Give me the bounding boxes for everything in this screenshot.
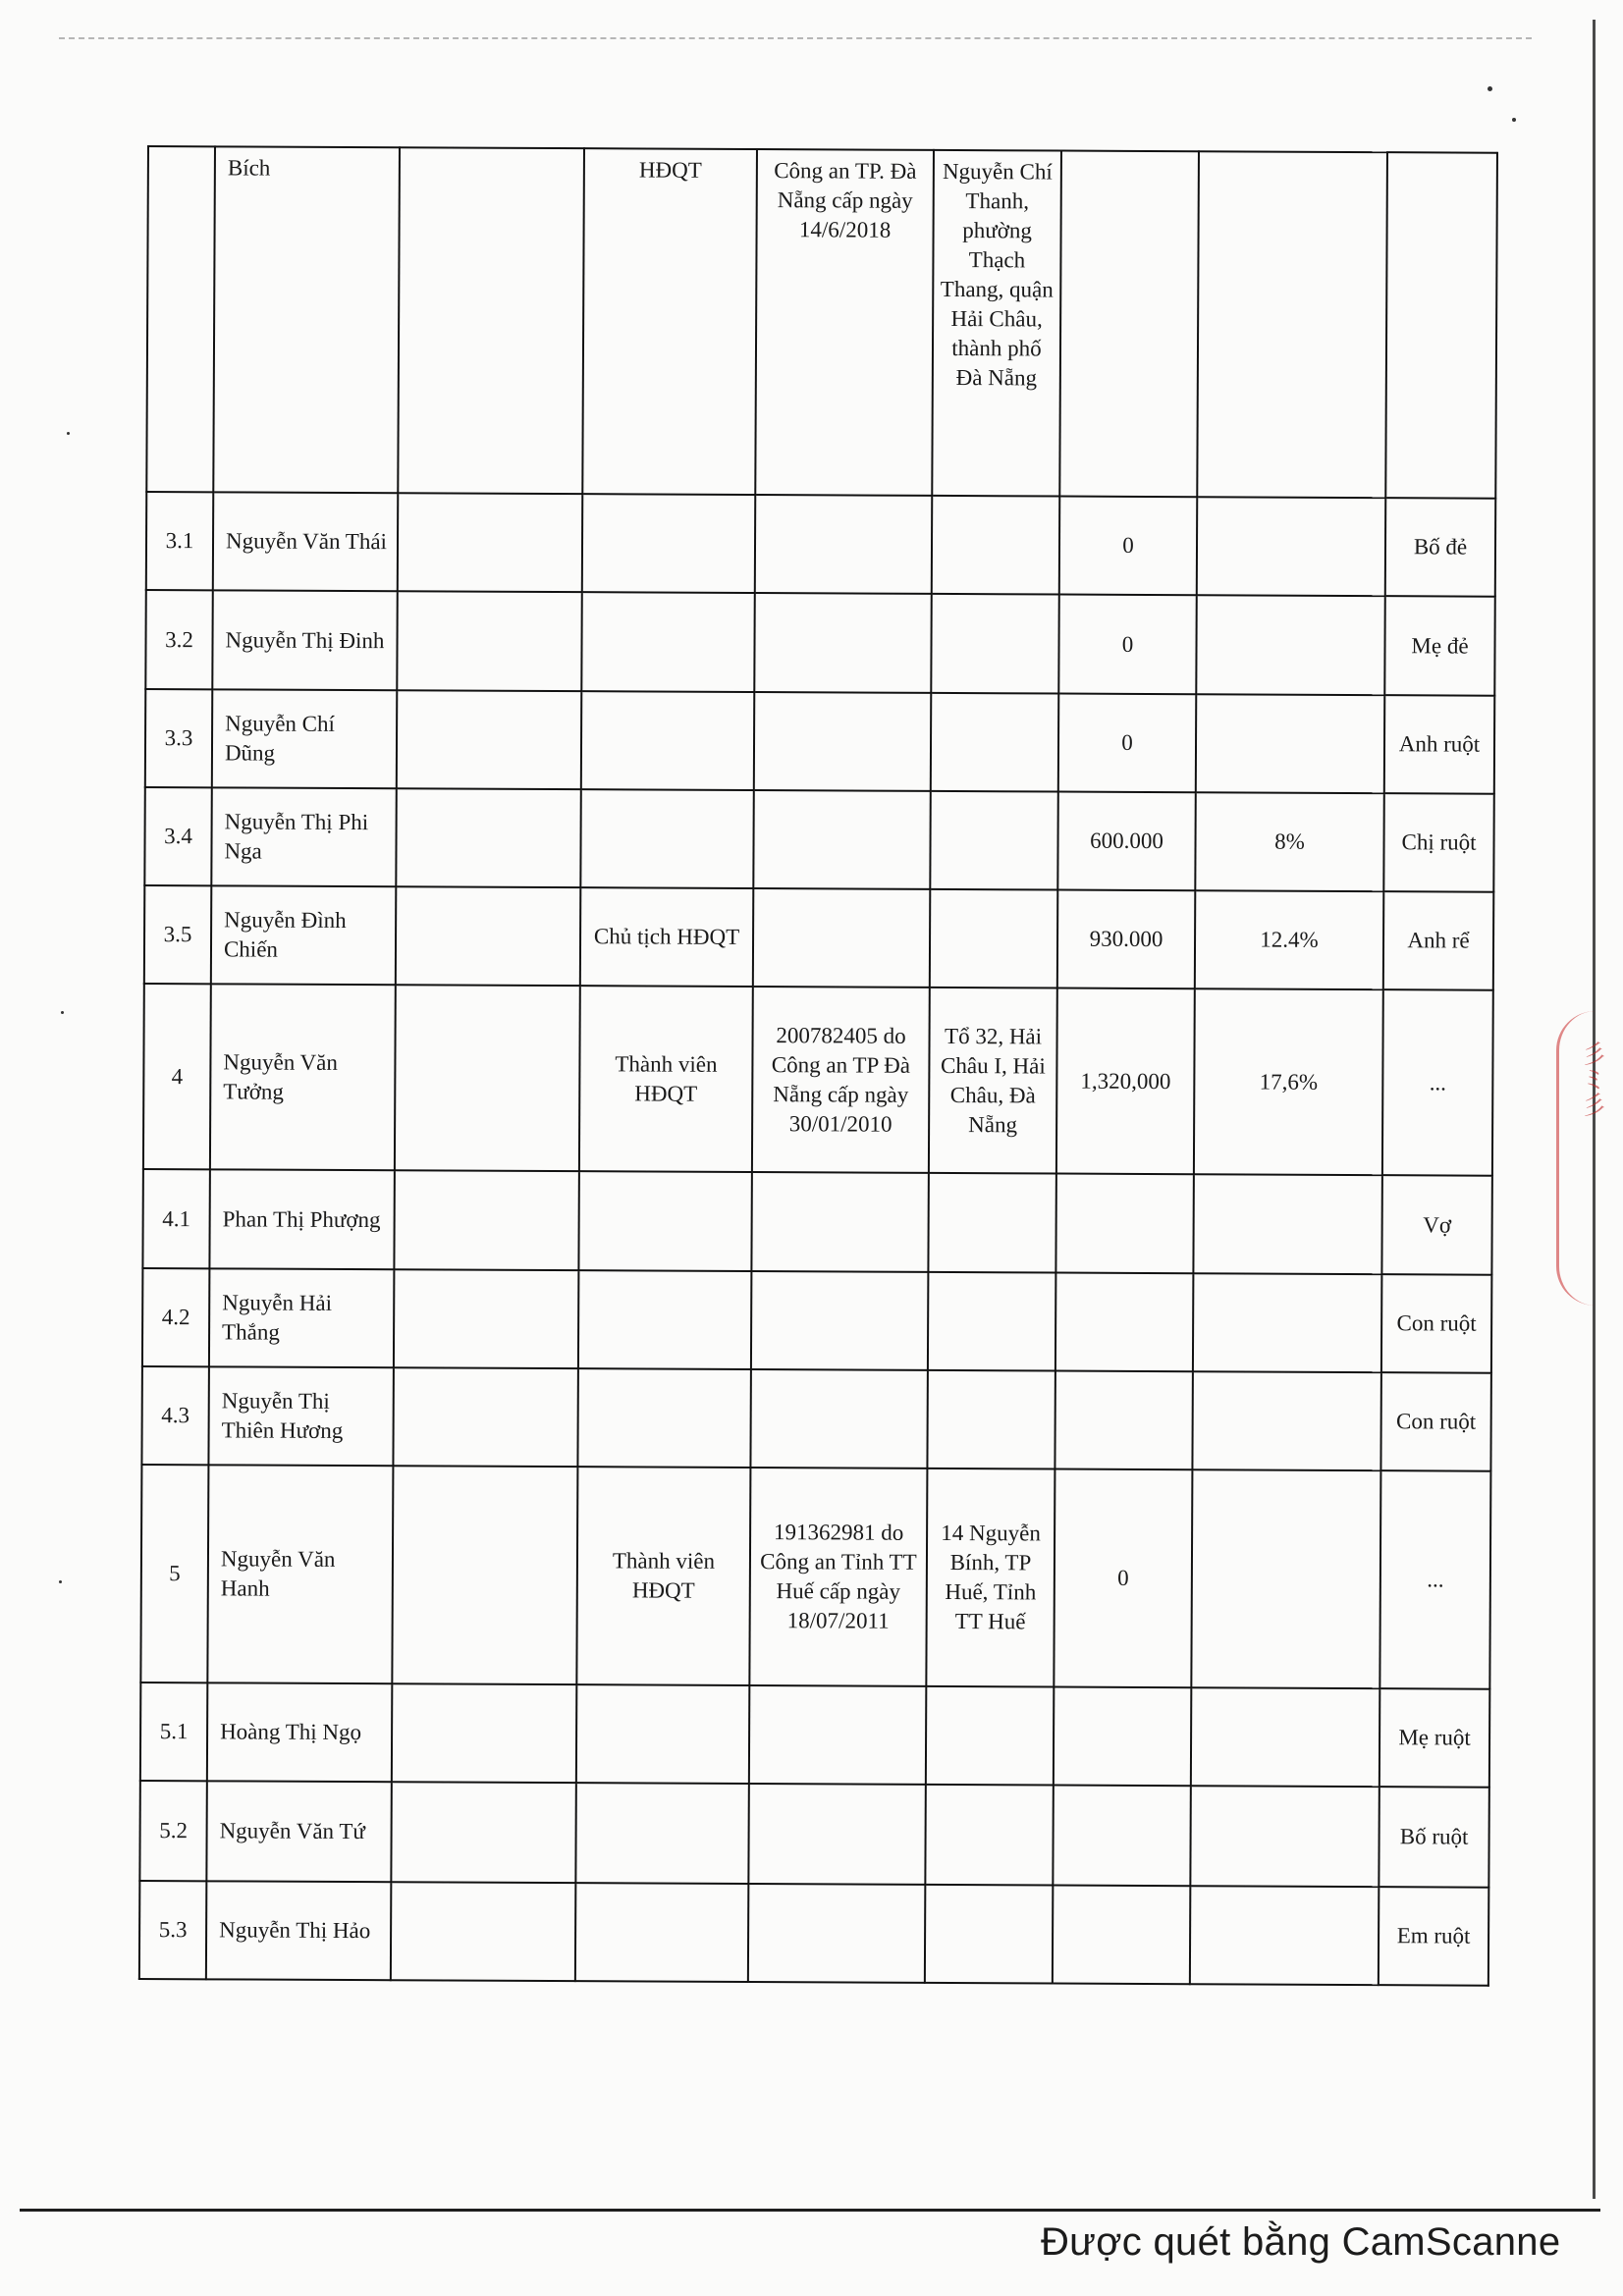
address-cell [930, 889, 1057, 988]
row-number-cell: 3.5 [144, 885, 211, 984]
account-cell [398, 493, 582, 592]
relationship-cell: Anh rể [1383, 891, 1493, 990]
person-name-cell: Nguyễn Chí Dũng [212, 689, 397, 788]
table-row [143, 984, 1493, 1176]
person-name-cell: Nguyễn Thị Hảo [206, 1881, 391, 1980]
bottom-scan-rule [20, 2209, 1600, 2212]
table-row [144, 787, 1493, 892]
position-cell [578, 1171, 751, 1271]
person-name-cell: Hoàng Thị Ngọ [207, 1682, 392, 1782]
shares-cell [1055, 1273, 1193, 1372]
shares-cell: 1,320,000 [1056, 988, 1195, 1175]
ownership-ratio-cell [1191, 1687, 1380, 1787]
table-row [144, 885, 1493, 990]
shares-cell [1053, 1786, 1190, 1887]
person-name-cell: Nguyễn Hải Thắng [209, 1268, 394, 1367]
id-document-cell [751, 1172, 928, 1272]
relationship-cell: Vợ [1381, 1175, 1491, 1275]
table-row [142, 1268, 1491, 1373]
position-cell [581, 691, 754, 790]
ownership-ratio-cell [1190, 1886, 1379, 1985]
row-number-cell: 3.2 [145, 590, 212, 689]
table-row [142, 1169, 1491, 1275]
address-cell [925, 1885, 1053, 1984]
person-name-cell: Nguyễn Thị Phi Nga [211, 787, 396, 886]
id-document-cell [751, 1271, 928, 1370]
address-cell [928, 1173, 1055, 1273]
person-name-cell: Nguyễn Thị Thiên Hương [208, 1366, 393, 1466]
shares-cell [1054, 1687, 1191, 1787]
person-name-cell: Nguyễn Văn Thái [213, 492, 398, 591]
shares-cell: 0 [1059, 497, 1197, 596]
scan-speck [1512, 118, 1516, 122]
account-cell [396, 886, 580, 986]
relationship-cell: Bố ruột [1379, 1787, 1488, 1888]
relationship-cell: ... [1380, 1470, 1490, 1689]
id-document-cell [748, 1784, 925, 1885]
account-cell [392, 1466, 577, 1684]
address-cell: Nguyễn Chí Thanh, phường Thạch Thang, quận Hải Châu, thành phố Đà Nẵng [932, 150, 1061, 497]
id-document-cell: Công an TP. Đà Nẵng cấp ngày 14/6/2018 [755, 149, 934, 496]
relationship-cell [1385, 152, 1497, 499]
relationship-cell: Bố đẻ [1385, 498, 1495, 597]
position-cell [582, 494, 755, 593]
person-name-cell: Nguyễn Văn Tứ [206, 1781, 391, 1882]
account-cell [393, 1367, 577, 1467]
red-stamp-marks: 彡ミ彡 [1577, 1041, 1606, 1117]
top-scan-rule [59, 37, 1532, 39]
related-persons-table [138, 145, 1498, 1987]
relationship-cell: Em ruột [1379, 1887, 1488, 1986]
account-cell [395, 985, 580, 1171]
relationship-cell: Anh ruột [1384, 695, 1494, 794]
position-cell: Thành viên HĐQT [576, 1467, 750, 1685]
position-cell [577, 1368, 750, 1468]
account-cell [394, 1170, 578, 1270]
table-row [140, 1465, 1490, 1689]
id-document-cell [754, 692, 931, 791]
position-cell [575, 1783, 748, 1884]
shares-cell [1053, 1886, 1190, 1985]
row-number-cell: 4.1 [142, 1169, 209, 1268]
scan-speck [59, 1580, 62, 1583]
row-number-cell: 5.3 [139, 1881, 206, 1979]
table-row [145, 689, 1494, 794]
person-name-cell: Bích [213, 146, 400, 493]
table-row [139, 1881, 1488, 1986]
shares-cell: 0 [1054, 1469, 1192, 1688]
id-document-cell [754, 593, 931, 693]
id-document-cell [749, 1685, 926, 1785]
table-body [139, 146, 1497, 1986]
account-cell [391, 1782, 575, 1883]
ownership-ratio-cell [1193, 1174, 1381, 1274]
id-document-cell [750, 1369, 927, 1468]
relationship-cell: Con ruột [1381, 1274, 1491, 1373]
shares-cell: 930.000 [1057, 890, 1195, 989]
shares-cell: 600.000 [1057, 792, 1195, 891]
account-cell [397, 690, 581, 789]
id-document-cell [755, 495, 932, 594]
table-row [141, 1366, 1490, 1471]
row-number-cell: 3.1 [146, 492, 213, 590]
address-cell [931, 594, 1058, 694]
ownership-ratio-cell [1197, 151, 1387, 498]
account-cell [392, 1683, 576, 1783]
relationship-cell: ... [1382, 989, 1493, 1176]
scan-speck [67, 432, 70, 435]
address-cell [927, 1370, 1055, 1469]
table-row [140, 1682, 1489, 1788]
ownership-ratio-cell [1193, 1273, 1381, 1372]
row-number-cell: 5.2 [139, 1781, 206, 1881]
ownership-ratio-cell [1190, 1786, 1379, 1887]
row-number-cell: 4 [143, 984, 211, 1169]
row-number-cell: 4.2 [142, 1268, 209, 1366]
table-row [146, 146, 1497, 499]
position-cell: Chủ tịch HĐQT [580, 887, 753, 987]
row-number-cell: 3.3 [145, 689, 212, 787]
shares-cell: 0 [1058, 694, 1196, 793]
row-number-cell: 4.3 [141, 1366, 208, 1465]
ownership-ratio-cell: 8% [1195, 792, 1383, 891]
ownership-ratio-cell: 17,6% [1194, 988, 1383, 1175]
person-name-cell: Nguyễn Văn Hanh [207, 1465, 393, 1683]
shares-cell [1055, 1174, 1193, 1274]
id-document-cell: 191362981 do Công an Tỉnh TT Huế cấp ngày 18/07/2011 [749, 1468, 927, 1686]
relationship-cell: Mẹ đẻ [1384, 596, 1494, 696]
person-name-cell: Nguyễn Đình Chiến [211, 885, 396, 985]
address-cell: 14 Nguyễn Bính, TP Huế, Tỉnh TT Huế [926, 1468, 1055, 1687]
scan-speck [61, 1011, 64, 1014]
relationship-cell: Con ruột [1380, 1372, 1490, 1471]
table-row [146, 492, 1495, 597]
account-cell [391, 1882, 575, 1981]
relationship-cell: Mẹ ruột [1380, 1688, 1489, 1788]
shares-cell [1059, 151, 1199, 498]
position-cell: Thành viên HĐQT [579, 986, 753, 1172]
position-cell [576, 1684, 749, 1784]
position-cell [575, 1883, 748, 1982]
scan-speck [1488, 86, 1492, 91]
person-name-cell: Phan Thị Phượng [209, 1169, 394, 1269]
address-cell [926, 1686, 1054, 1786]
address-cell [930, 791, 1057, 890]
person-name-cell: Nguyễn Văn Tưởng [210, 984, 396, 1170]
row-number-cell: 5 [140, 1465, 208, 1682]
address-cell [931, 693, 1058, 792]
ownership-ratio-cell [1192, 1371, 1380, 1470]
ownership-ratio-cell [1197, 497, 1385, 596]
position-cell: HĐQT [582, 148, 757, 495]
account-cell [398, 147, 584, 494]
position-cell [578, 1270, 751, 1369]
account-cell [396, 788, 580, 887]
row-number-cell: 3.4 [144, 787, 211, 885]
address-cell [925, 1785, 1053, 1886]
table-row [139, 1781, 1488, 1888]
address-cell: Tổ 32, Hải Châu I, Hải Châu, Đà Nẵng [929, 988, 1057, 1174]
table-row [145, 590, 1494, 696]
position-cell [581, 592, 754, 692]
id-document-cell [753, 888, 930, 988]
ownership-ratio-cell [1196, 694, 1384, 793]
account-cell [397, 591, 581, 691]
ownership-ratio-cell [1196, 595, 1384, 695]
position-cell [580, 789, 753, 888]
shares-cell: 0 [1058, 595, 1196, 695]
account-cell [394, 1269, 578, 1368]
scanner-watermark: Được quét bằng CamScanne [1041, 2220, 1561, 2264]
relationship-cell: Chị ruột [1383, 793, 1493, 892]
address-cell [928, 1272, 1055, 1371]
address-cell [932, 496, 1059, 595]
id-document-cell [748, 1884, 925, 1983]
row-number-cell: 5.1 [140, 1682, 207, 1781]
person-name-cell: Nguyễn Thị Đinh [212, 590, 397, 690]
ownership-ratio-cell [1191, 1469, 1380, 1688]
ownership-ratio-cell: 12.4% [1195, 890, 1383, 989]
shares-cell [1055, 1371, 1192, 1470]
id-document-cell [753, 790, 930, 889]
shareholder-table-wrapper [138, 145, 1496, 1987]
id-document-cell: 200782405 do Công an TP Đà Nẵng cấp ngày 30/01/2010 [752, 987, 930, 1173]
row-number-cell [146, 146, 215, 492]
